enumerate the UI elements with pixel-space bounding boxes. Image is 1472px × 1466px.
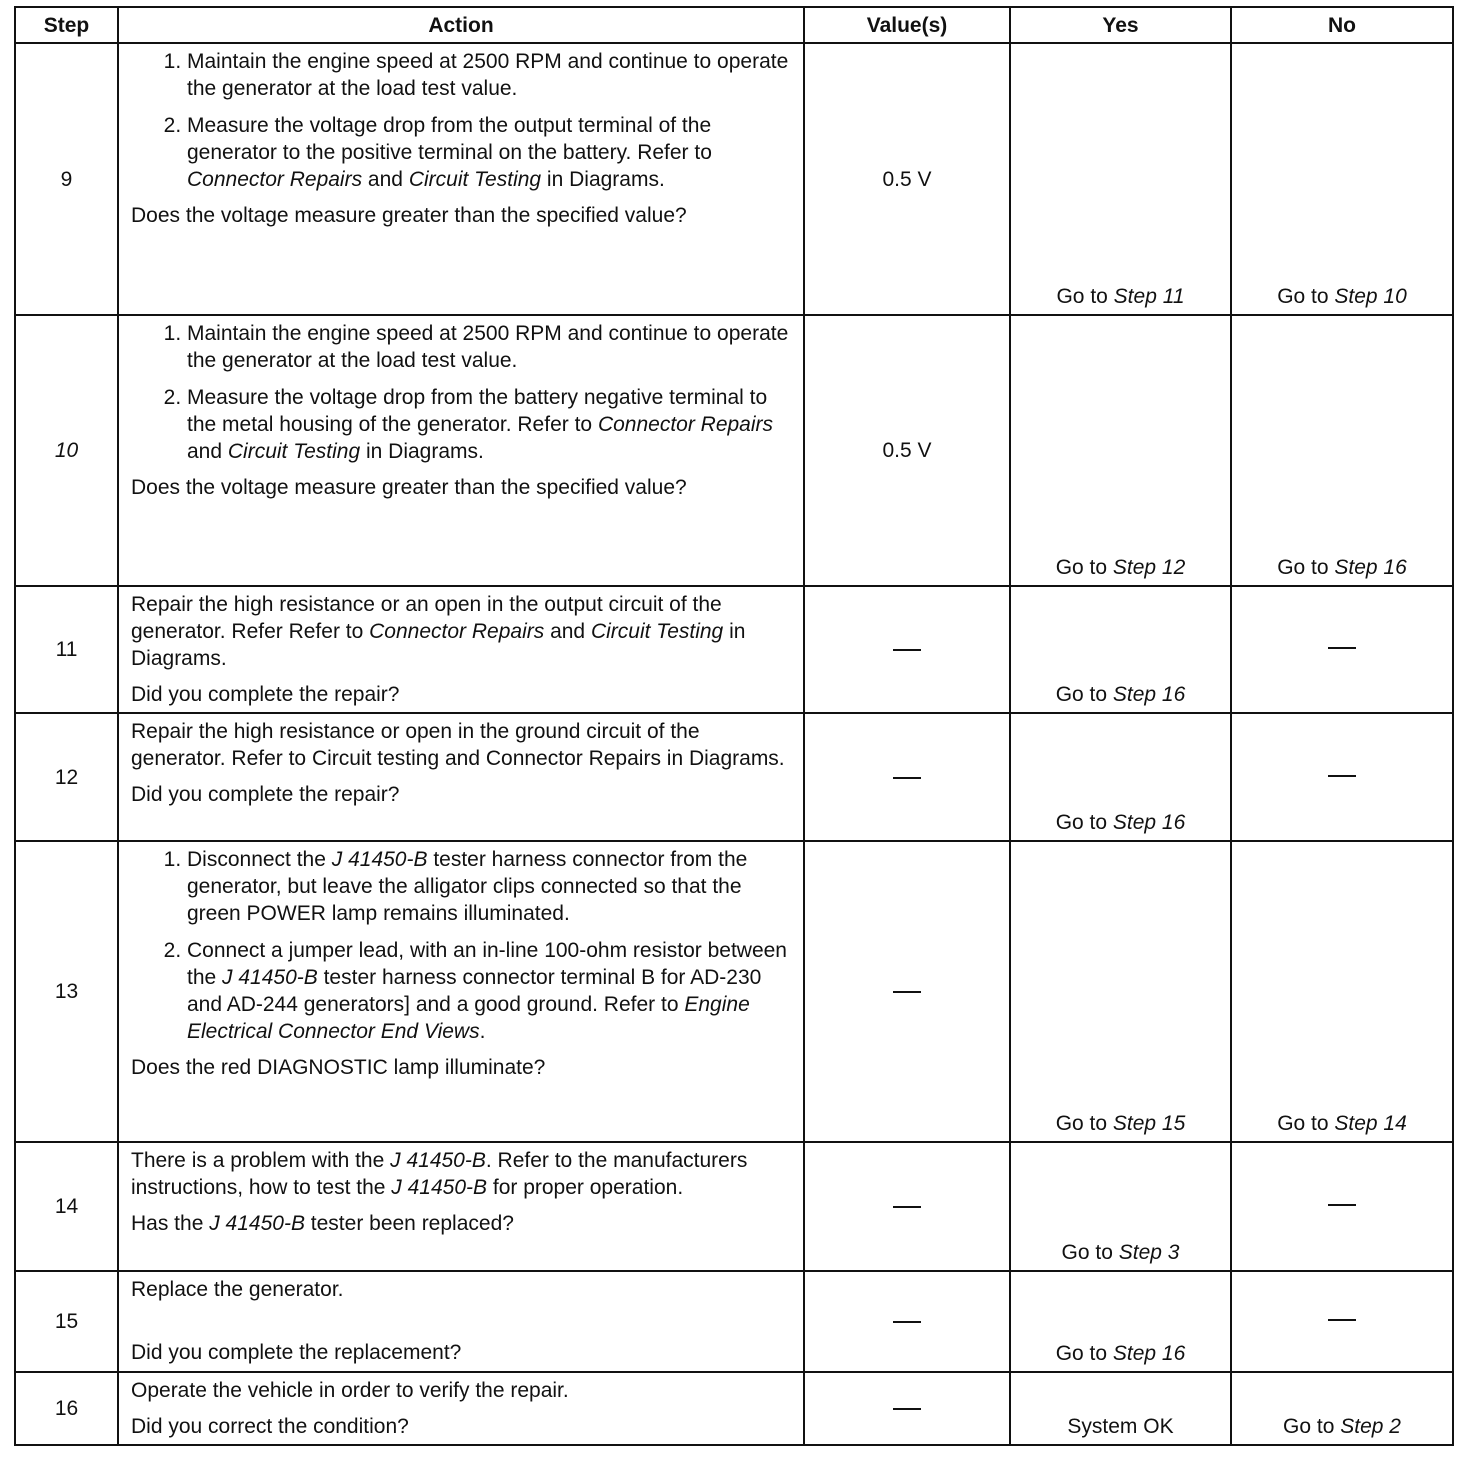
no-cell: Go to Step 14 (1231, 841, 1453, 1142)
question-text: Does the red DIAGNOSTIC lamp illuminate? (131, 1056, 546, 1079)
step-number: 13 (15, 841, 118, 1142)
diagnostic-table (14, 6, 1454, 1446)
step-number: 16 (15, 1372, 118, 1445)
step-number: 14 (15, 1142, 118, 1271)
value-cell: 0.5 V (804, 315, 1010, 586)
value-cell (804, 586, 1010, 713)
no-cell (1231, 713, 1453, 841)
dash-mark (1328, 647, 1356, 649)
table-row (15, 1372, 1453, 1445)
value-cell (804, 1271, 1010, 1372)
action-substeps (131, 320, 793, 465)
dash-mark (1328, 1204, 1356, 1206)
step-number: 9 (15, 43, 118, 315)
action-cell (118, 1372, 804, 1445)
instruction-text: Replace the generator. (131, 1278, 344, 1301)
action-cell (118, 315, 804, 586)
value-cell (804, 841, 1010, 1142)
action-cell (118, 43, 804, 315)
yes-cell: Go to Step 3 (1010, 1142, 1231, 1271)
instruction-text: There is a problem with the J 41450-B. Refer to the manufacturers instructions, how to test the J 41450-B for proper operation. (131, 1149, 748, 1199)
substep: 1. Disconnect the J 41450-B tester harness connector from the generator, but leave the alligator clips connected so that the green POWER lamp remains illuminated. (187, 846, 793, 927)
no-cell: Go to Step 16 (1231, 315, 1453, 586)
yes-cell: Go to Step 15 (1010, 841, 1231, 1142)
step-ref: Step 14 (1334, 1112, 1407, 1135)
question-text: Did you complete the replacement? (131, 1341, 462, 1364)
header-values: Value(s) (804, 7, 1010, 43)
dash-mark (893, 1321, 921, 1323)
question-text: Has the J 41450-B tester been replaced? (131, 1212, 514, 1235)
header-yes: Yes (1010, 7, 1231, 43)
table-row (15, 1271, 1453, 1372)
yes-cell: System OK (1010, 1372, 1231, 1445)
table-row (15, 315, 1453, 586)
dash-mark (893, 777, 921, 779)
yes-cell: Go to Step 12 (1010, 315, 1231, 586)
header-action: Action (118, 7, 804, 43)
value-cell: 0.5 V (804, 43, 1010, 315)
action-cell (118, 1271, 804, 1372)
table-row (15, 586, 1453, 713)
step-ref: Step 16 (1112, 1342, 1186, 1365)
yes-cell: Go to Step 16 (1010, 1271, 1231, 1372)
action-substeps (131, 48, 793, 193)
step-ref: Step 12 (1112, 556, 1186, 579)
instruction-text: Operate the vehicle in order to verify the repair. (131, 1379, 569, 1402)
step-number: 15 (15, 1271, 118, 1372)
step-number: 12 (15, 713, 118, 841)
step-ref: Step 16 (1112, 683, 1186, 706)
dash-mark (893, 649, 921, 651)
header-no: No (1231, 7, 1453, 43)
dash-mark (893, 991, 921, 993)
substep: 2. Measure the voltage drop from the output terminal of the generator to the positive terminal on the battery. Refer to Connector Repairs and Circuit Testing in Diagrams. (187, 112, 793, 193)
value-cell (804, 713, 1010, 841)
step-number: 11 (15, 586, 118, 713)
table-row (15, 43, 1453, 315)
substep: 1. Maintain the engine speed at 2500 RPM and continue to operate the generator at the load test value. (187, 320, 793, 374)
step-ref: Step 16 (1334, 556, 1407, 579)
action-cell (118, 586, 804, 713)
question-text: Did you complete the repair? (131, 783, 400, 806)
yes-cell: Go to Step 16 (1010, 713, 1231, 841)
step-ref: Step 15 (1112, 1112, 1186, 1135)
no-cell (1231, 1142, 1453, 1271)
question-text: Does the voltage measure greater than the specified value? (131, 204, 687, 227)
no-cell: Go to Step 2 (1231, 1372, 1453, 1445)
no-cell (1231, 586, 1453, 713)
step-ref: Step 2 (1340, 1415, 1401, 1438)
action-cell (118, 713, 804, 841)
step-ref: Step 16 (1112, 811, 1186, 834)
question-text: Did you correct the condition? (131, 1415, 409, 1438)
action-cell (118, 1142, 804, 1271)
header-row (15, 7, 1453, 43)
substep: 1. Maintain the engine speed at 2500 RPM and continue to operate the generator at the load test value. (187, 48, 793, 102)
instruction-text: Repair the high resistance or an open in the output circuit of the generator. Refer Refer to Connector Repairs and Circuit Testing in Diagrams. (131, 593, 746, 670)
yes-cell: Go to Step 11 (1010, 43, 1231, 315)
table-row (15, 713, 1453, 841)
yes-cell: Go to Step 16 (1010, 586, 1231, 713)
no-cell: Go to Step 10 (1231, 43, 1453, 315)
header-step: Step (15, 7, 118, 43)
question-text: Does the voltage measure greater than the specified value? (131, 476, 687, 499)
dash-mark (893, 1408, 921, 1410)
dash-mark (893, 1206, 921, 1208)
value-cell (804, 1142, 1010, 1271)
step-ref: Step 3 (1118, 1241, 1180, 1264)
dash-mark (1328, 1319, 1356, 1321)
question-text: Did you complete the repair? (131, 683, 400, 706)
action-substeps (131, 846, 793, 1045)
step-ref: Step 11 (1113, 285, 1185, 308)
substep: 2. Connect a jumper lead, with an in-line 100-ohm resistor between the J 41450-B tester harness connector terminal B for AD-230 and AD-244 generators] and a good ground. Refer to Engine Electrical Connector End Views. (187, 937, 793, 1045)
dash-mark (1328, 775, 1356, 777)
table-row (15, 1142, 1453, 1271)
no-cell (1231, 1271, 1453, 1372)
instruction-text: Repair the high resistance or open in the ground circuit of the generator. Refer to Circuit testing and Connector Repairs in Diagrams. (131, 720, 785, 770)
table-row (15, 841, 1453, 1142)
action-cell (118, 841, 804, 1142)
substep: 2. Measure the voltage drop from the battery negative terminal to the metal housing of the generator. Refer to Connector Repairs and Circuit Testing in Diagrams. (187, 384, 793, 465)
step-ref: Step 10 (1334, 285, 1407, 308)
value-cell (804, 1372, 1010, 1445)
step-number: 10 (15, 315, 118, 586)
